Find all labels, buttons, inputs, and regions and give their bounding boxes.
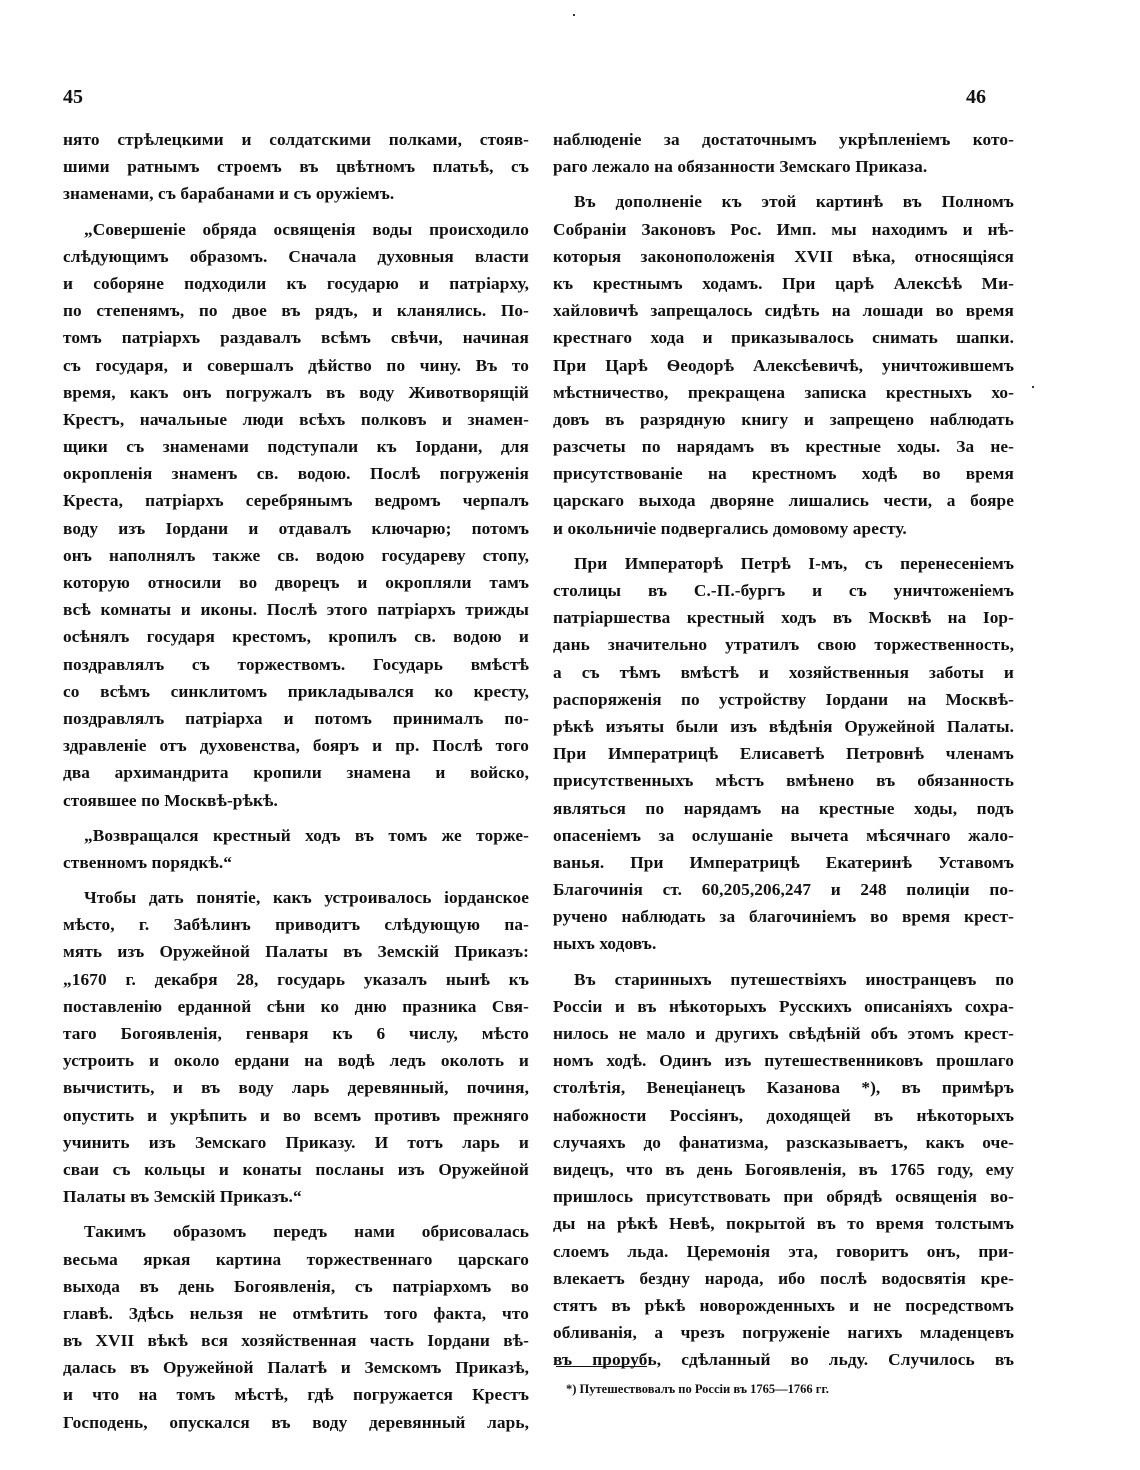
text-line: таго Богоявленія, генваря къ 6 числу, мѣсто <box>63 1024 529 1043</box>
text-line: крестнаго хода и приказывалось снимать шапки. <box>553 328 1014 348</box>
text-line: столицы въ С.-П.-бургъ и съ уничтоженіемъ <box>553 581 1014 600</box>
text-line: Креста, патріархъ серебрянымъ ведромъ черпалъ <box>63 491 529 511</box>
text-line: случаяхъ до фанатизма, разсказываетъ, какъ оче- <box>553 1132 1014 1152</box>
text-line: присутствованіе на крестномъ ходѣ во время <box>553 464 1014 484</box>
text-line: воду изъ Іордани и отдавалъ ключарю; потомъ <box>63 518 529 538</box>
text-line: „1670 г. декабря 28, государь указалъ нынѣ къ <box>63 969 529 989</box>
scan-speck <box>573 14 575 16</box>
text-line: Господень, опускался въ воду деревянный ларь, <box>63 1412 529 1432</box>
text-line: При Императрицѣ Елисаветѣ Петровнѣ членамъ <box>553 744 1014 764</box>
text-line: которыя законоположенія XVII вѣка, относящіяся <box>553 246 1014 266</box>
text-line: мѣстничество, прекращена записка крестныхъ хо- <box>553 382 1014 402</box>
text-line: ручено наблюдать за благочиніемъ во время крест- <box>553 907 1014 927</box>
footnote-rule <box>556 1366 647 1367</box>
text-line: въ прорубь, сдѣланный во льду. Случилось въ <box>553 1350 1014 1370</box>
text-line: Въ старинныхъ путешествіяхъ иностранцевъ по <box>574 969 1014 989</box>
text-line: ныхъ ходовъ. <box>553 934 657 954</box>
text-line: а съ тѣмъ вмѣстѣ и хозяйственныя заботы и <box>553 662 1014 682</box>
paragraph <box>63 126 529 208</box>
text-line: При Царѣ Ѳеодорѣ Алексѣевичѣ, уничтожившемъ <box>553 355 1014 375</box>
text-line: далась въ Оружейной Палатѣ и Земскомъ Приказѣ, <box>63 1358 529 1378</box>
text-line: слѣдующимъ образомъ. Сначала духовныя власти <box>63 246 529 266</box>
text-line: по степенямъ, по двое въ рядъ, и кланялись. По- <box>63 301 529 321</box>
page-number-left: 45 <box>63 86 83 108</box>
text-line: и что на томъ мѣстѣ, гдѣ погружается Крестъ <box>63 1385 529 1405</box>
text-line: къ крестнымъ ходамъ. При царѣ Алексѣѣ Ми- <box>553 273 1014 293</box>
text-line: нято стрѣлецкими и солдатскими полками, стояв- <box>63 130 529 149</box>
text-line: со всѣмъ синклитомъ прикладывался ко кресту, <box>63 681 529 701</box>
paragraph <box>63 884 529 1210</box>
scan-speck <box>1032 386 1034 388</box>
paragraph <box>553 966 1014 1374</box>
text-line: „Возвращался крестный ходъ въ томъ же торже- <box>84 825 529 845</box>
text-line: Такимъ образомъ передъ нами обрисовалась <box>84 1222 529 1242</box>
text-line: всѣ комнаты и иконы. Послѣ этого патріархъ трижды <box>63 600 529 620</box>
paragraph <box>63 822 529 876</box>
text-line: Россіи и въ нѣкоторыхъ Русскихъ описаніяхъ сохра- <box>553 996 1014 1016</box>
text-line: въ XVII вѣкѣ вся хозяйственная часть Іордани вѣ- <box>63 1331 529 1351</box>
text-line: онъ наполнялъ также св. водою государеву стопу, <box>63 545 529 565</box>
text-line: вычистить, и въ воду ларь деревянный, починя, <box>63 1078 529 1098</box>
text-line: выхода въ день Богоявленія, съ патріархомъ во <box>63 1276 529 1296</box>
text-line: стятъ въ рѣкѣ новорожденныхъ и не посредствомъ <box>553 1295 1014 1315</box>
text-line: патріаршества крестный ходъ въ Москвѣ на Іор- <box>553 608 1014 628</box>
text-line: являться по нарядамъ на крестные ходы, подъ <box>553 798 1014 818</box>
text-line: Палаты въ Земскій Приказъ.“ <box>63 1187 302 1207</box>
text-line: и соборяне подходили къ государю и патріарху, <box>63 273 529 293</box>
text-line: знаменами, съ барабанами и съ оружіемъ. <box>63 184 395 204</box>
text-line: царскаго выхода дворяне лишались чести, а бояре <box>553 491 1014 511</box>
text-line: окропленія знаменъ св. водою. Послѣ погруженія <box>63 464 529 484</box>
left-column <box>63 126 529 1436</box>
text-line: столѣтія, Венеціанецъ Казанова *), въ примѣръ <box>553 1078 1014 1098</box>
text-line: осѣнялъ государя крестомъ, кропилъ св. водою и <box>63 627 529 647</box>
page-number-right: 46 <box>966 86 986 108</box>
text-line: Чтобы дать понятіе, какъ устроивалось іорданское <box>84 888 529 908</box>
paragraph-gap <box>63 1210 529 1218</box>
text-line: шими ратнымъ строемъ въ цвѣтномъ платьѣ, съ <box>63 157 529 177</box>
paragraph-gap <box>63 876 529 884</box>
text-line: ванья. При Императрицѣ Екатеринѣ Уставомъ <box>553 852 1014 872</box>
text-line: „Совершеніе обряда освященія воды происходило <box>84 219 529 239</box>
text-line: нилось не мало и другихъ свѣдѣній объ этомъ крест- <box>553 1024 1014 1043</box>
text-line: хайловичѣ запрещалось сидѣть на лошади во время <box>553 301 1014 321</box>
text-line: поставленію ерданной сѣни ко дню празника Свя- <box>63 996 529 1016</box>
text-line: поздравлялъ патріарха и потомъ принималъ по- <box>63 708 529 728</box>
text-line: дань значительно утратилъ свою торжественность, <box>553 635 1014 655</box>
text-line: мѣсто, г. Забѣлинъ приводитъ слѣдующую па- <box>63 915 529 935</box>
paragraph-gap <box>63 208 529 216</box>
text-line: сваи съ кольцы и конаты посланы изъ Оружейной <box>63 1159 529 1179</box>
text-line: мять изъ Оружейной Палаты въ Земскій Приказъ: <box>63 942 529 962</box>
text-line: которую относили во дворецъ и окропляли тамъ <box>63 573 529 592</box>
text-line: рѣкѣ изъяты были изъ вѣдѣнія Оружейной Палаты. <box>553 716 1014 736</box>
text-line: слоемъ льда. Церемонія эта, говоритъ онъ, при- <box>553 1241 1014 1261</box>
text-line: время, какъ онъ погружалъ въ воду Животворящій <box>63 382 529 402</box>
paragraph <box>553 188 1014 541</box>
text-line: наблюденіе за достаточнымъ укрѣпленіемъ кото- <box>553 130 1014 149</box>
right-column <box>553 126 1014 1373</box>
text-line: поздравлялъ съ торжествомъ. Государь вмѣстѣ <box>63 654 529 674</box>
text-line: устроить и около ердани на водѣ ледъ околоть и <box>63 1051 529 1071</box>
text-line: щики съ знаменами подступали къ Іордани, для <box>63 437 529 457</box>
text-line: обливанія, а чрезъ погруженіе нагихъ младенцевъ <box>553 1323 1014 1343</box>
text-line: пришлось присутствовать при обрядѣ освященія во- <box>553 1187 1014 1207</box>
text-line: распоряженія по устройству Іордани на Москвѣ- <box>553 689 1014 709</box>
text-line: раго лежало на обязанности Земскаго Приказа. <box>553 157 928 177</box>
text-line: опустить и укрѣпить и во всемъ противъ прежняго <box>63 1105 529 1125</box>
text-line: два архимандрита кропили знамена и войско, <box>63 763 529 783</box>
text-line: номъ ходѣ. Одинъ изъ путешественниковъ прошлаго <box>553 1051 1014 1071</box>
text-line: здравленіе отъ духовенства, бояръ и пр. Послѣ того <box>63 736 529 756</box>
text-line: Въ дополненіе къ этой картинѣ въ Полномъ <box>574 192 1014 212</box>
text-line: главѣ. Здѣсь нельзя не отмѣтить того факта, что <box>63 1303 529 1323</box>
text-line: Крестъ, начальные люди всѣхъ полковъ и знамен- <box>63 409 529 429</box>
text-line: При Императорѣ Петрѣ І-мъ, съ перенесеніемъ <box>574 553 1014 573</box>
paragraph <box>63 1218 529 1436</box>
text-line: влекаетъ бездну народа, ибо послѣ водосвятія кре- <box>553 1268 1014 1288</box>
paragraph-gap <box>553 958 1014 966</box>
paragraph-gap <box>553 180 1014 188</box>
text-line: опасеніемъ за ослушаніе вычета мѣсячнаго жало- <box>553 825 1014 845</box>
text-line: съ государя, и совершалъ дѣйство по чину. Въ то <box>63 355 529 375</box>
footnote: *) Путешествовалъ по Россіи въ 1765—1766 гг. <box>566 1382 829 1396</box>
paragraph <box>553 550 1014 958</box>
text-line: разсчеты по нарядамъ въ крестные ходы. За не- <box>553 437 1014 457</box>
text-line: присутственныхъ мѣстъ вмѣнено въ обязанность <box>553 771 1014 791</box>
paragraph <box>553 126 1014 180</box>
text-line: стоявшее по Москвѣ-рѣкѣ. <box>63 790 278 810</box>
paragraph-gap <box>63 814 529 822</box>
paragraph-gap <box>553 542 1014 550</box>
text-line: учинить изъ Земскаго Приказу. И тотъ ларь и <box>63 1132 529 1152</box>
text-line: и окольничіе подвергались домовому аресту. <box>553 518 907 538</box>
text-line: набожности Россіянъ, доходящей въ нѣкоторыхъ <box>553 1105 1014 1125</box>
text-line: видецъ, что въ день Богоявленія, въ 1765 году, ему <box>553 1159 1014 1179</box>
text-line: довъ въ разрядную книгу и запрещено наблюдать <box>553 409 1014 429</box>
text-line: весьма яркая картина торжественнаго царскаго <box>63 1249 529 1269</box>
text-line: Собраніи Законовъ Рос. Имп. мы находимъ и нѣ- <box>553 219 1014 239</box>
text-line: ды на рѣкѣ Невѣ, покрытой въ то время толстымъ <box>553 1214 1014 1234</box>
text-line: ственномъ порядкѣ.“ <box>63 852 233 872</box>
text-line: томъ патріархъ раздавалъ всѣмъ свѣчи, начиная <box>63 328 529 348</box>
text-line: Благочинія ст. 60,205,206,247 и 248 полиціи по- <box>553 880 1014 900</box>
paragraph <box>63 216 529 814</box>
